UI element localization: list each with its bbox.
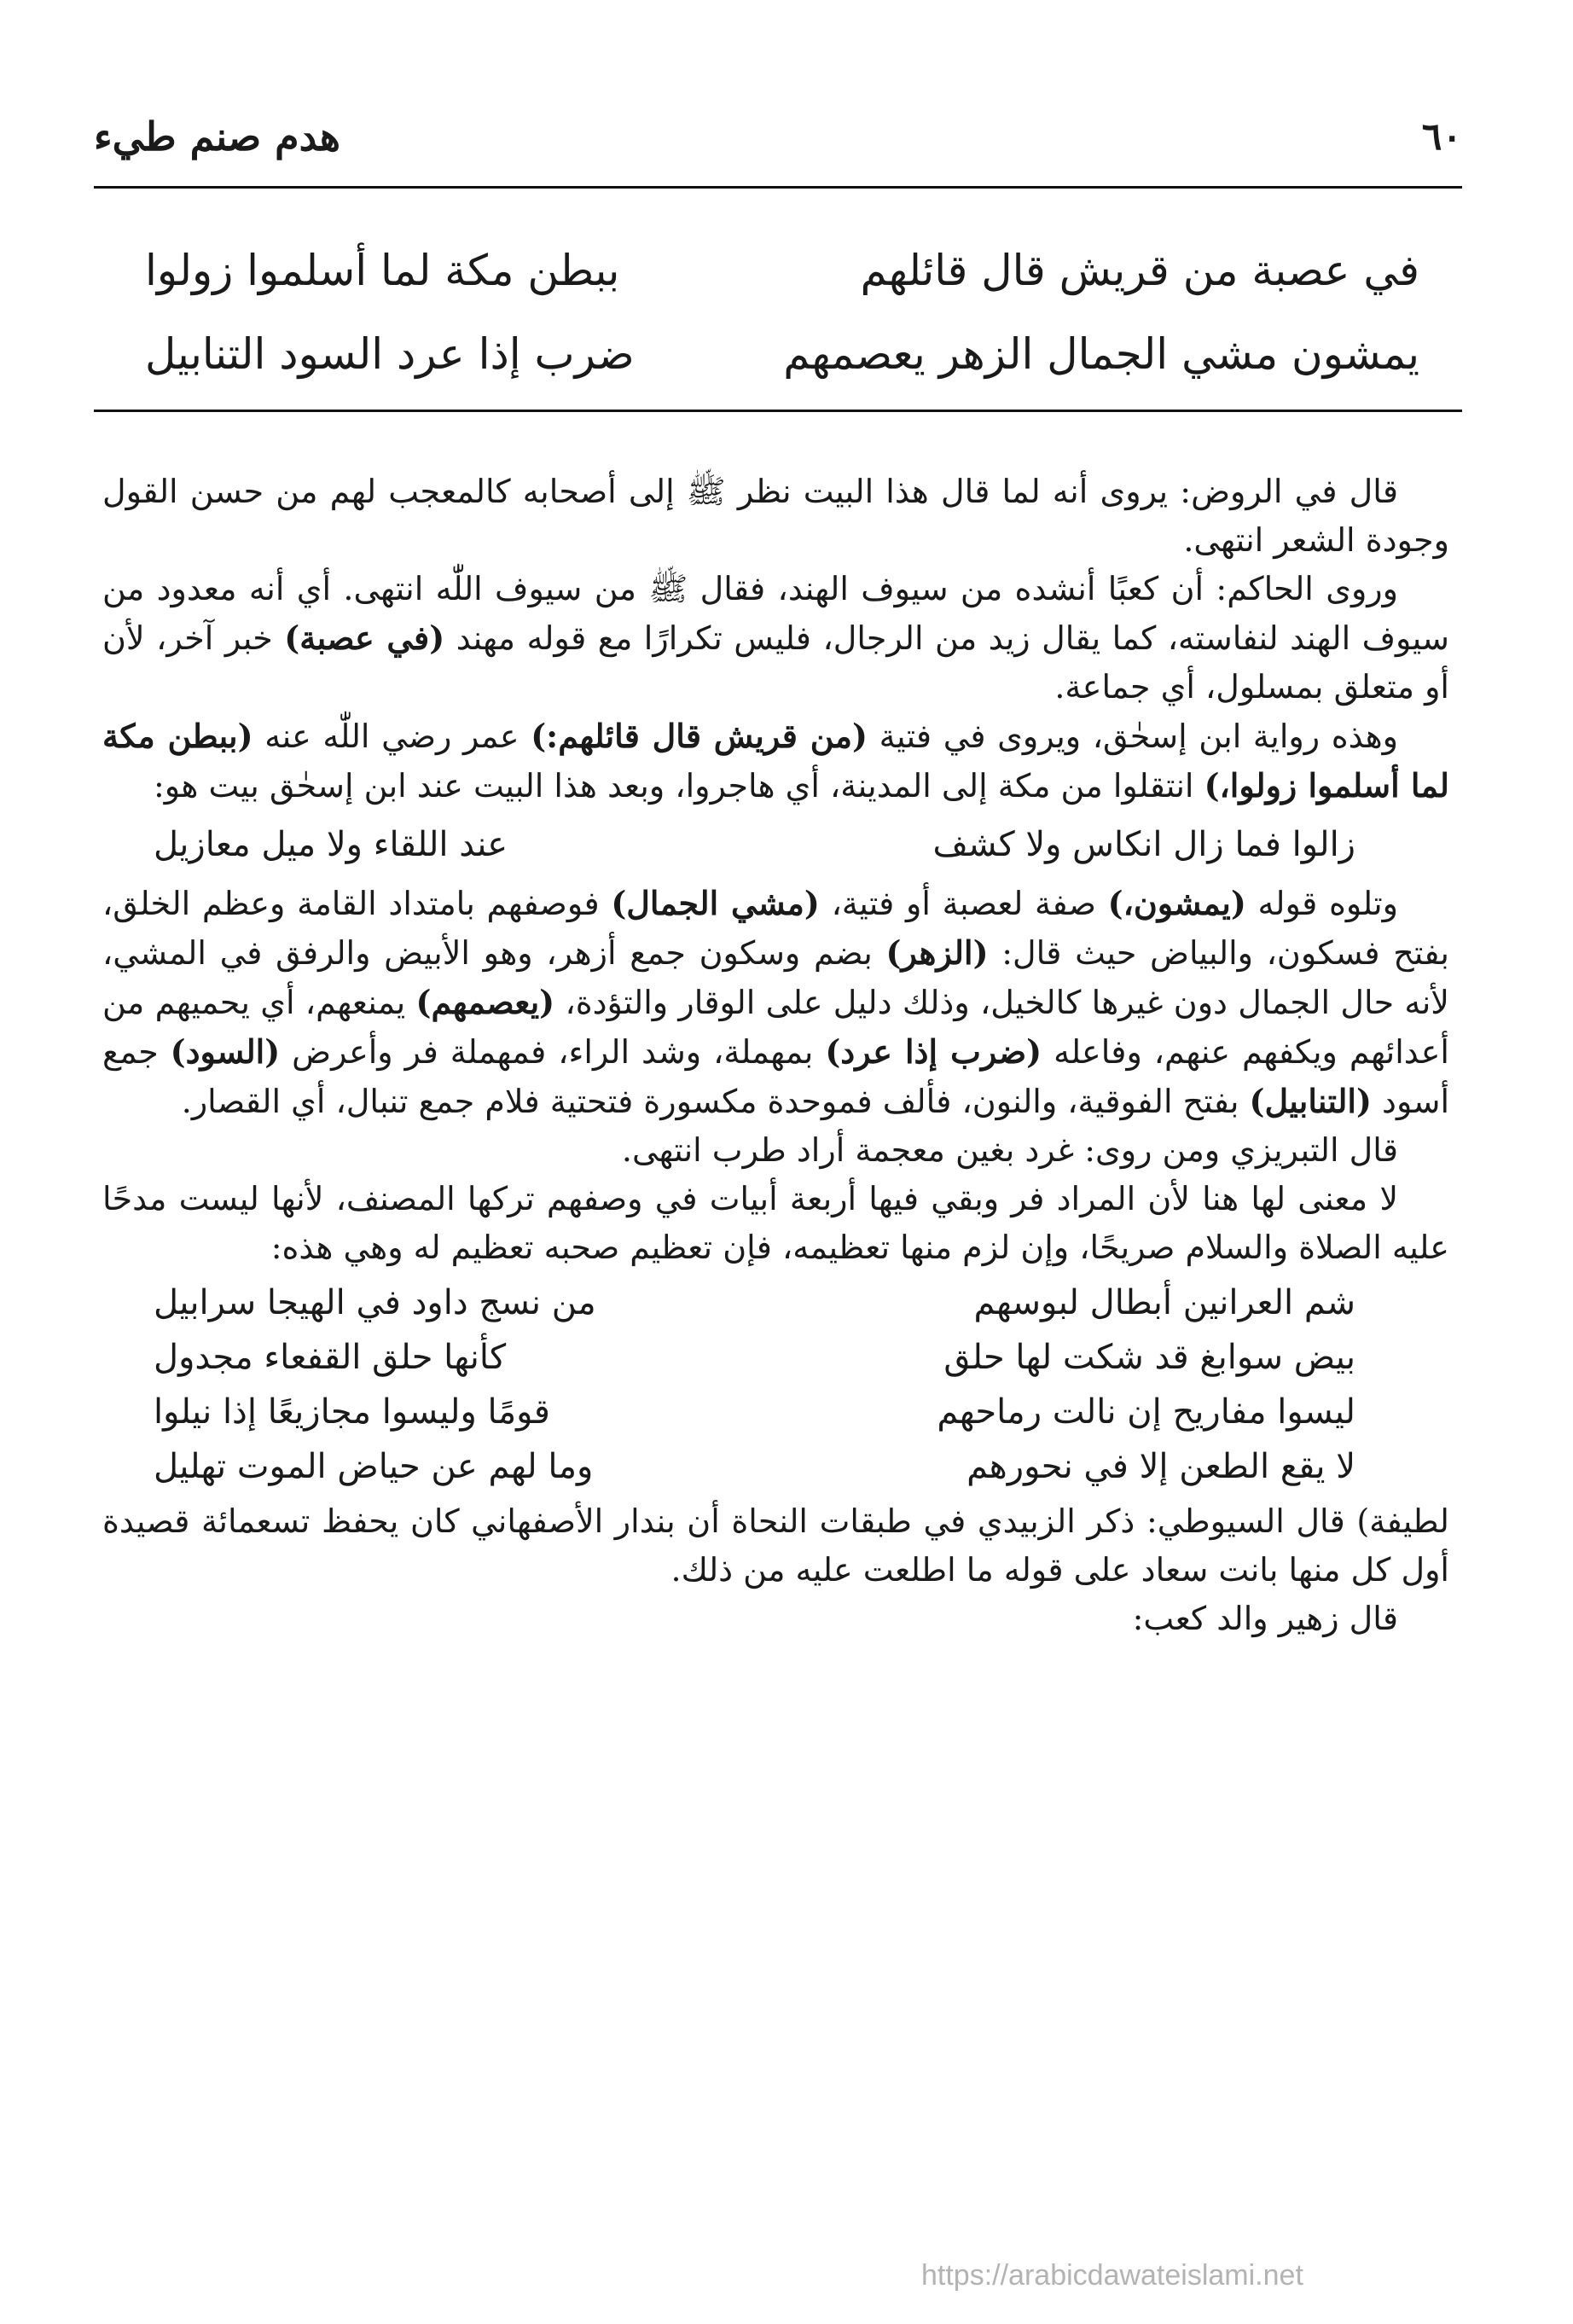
hemistich-right: يمشون مشي الجمال الزهر يعصمهم [783,329,1419,379]
bold-quote: (الزهر) [885,933,989,972]
paragraph-omitted-verses [102,1175,1449,1272]
bold-quote: (يعصمهم) [415,983,555,1021]
paragraph-text: وروى الحاكم: أن كعبًا أنشده من سيوف الهند، فقال ﷺ من سيوف اللّٰه انتهى. أي أنه معدود من سيوف الهند لنفاسته، كما يقال زيد من الرجال، فليس تكرارًا مع قوله مهند [102,570,1449,657]
paragraph-text: بضم وسكون جمع أزهر، وهو الأبيض والرفق في المشي، لأنه حال الجمال دون غيرها كالخيل، وذلك دليل على الوقار والتؤدة، [102,934,1449,1021]
paragraph-rawd [102,468,1449,565]
verse-line [154,1330,1355,1385]
paragraph-text: بمهملة، وشد الراء، فمهملة فر وأعرض [292,1033,814,1071]
verse-line [154,1385,1355,1439]
bold-quote: (ببطن مكة لما أسلموا زولوا،) [102,717,1449,805]
paragraph-text: يمنعهم، أي يحميهم من أعدائهم ويكفهم عنهم، وفاعله [102,984,1449,1071]
hemistich-left: ببطن مكة لما أسلموا زولوا [145,246,620,295]
bold-quote: (ضرب إذا عرد) [825,1032,1042,1071]
paragraph-text: وهذه رواية ابن إسحٰق، ويروى في فتية [879,718,1398,755]
hemistich-right: بيض سوابغ قد شكت لها حلق [943,1338,1355,1377]
hemistich-right: لا يقع الطعن إلا في نحورهم [966,1447,1355,1486]
hemistich-left: قومًا وليسوا مجازيعًا إذا نيلوا [154,1392,550,1432]
intro-verses [145,229,1419,396]
bold-quote: (التنابيل) [1249,1082,1372,1120]
page-number: ٦٠ [1421,114,1462,159]
verse-line [145,312,1419,396]
paragraph-commentary [102,879,1449,1126]
bold-quote: (من قريش قال قائلهم:) [531,717,868,755]
paragraph-text: صفة لعصبة أو فتية، [831,885,1096,922]
verse-line [154,1439,1355,1494]
paragraph-text: قال في الروض: يروى أنه لما قال هذا البيت نظر ﷺ إلى أصحابه كالمعجب لهم من حسن القول وجودة الشعر انتهى. [102,473,1449,559]
main-text [102,468,1449,1643]
paragraph-text: عمر رضي اللّٰه عنه [264,718,519,755]
paragraph-text: قال زهير والد كعب: [1132,1600,1398,1637]
paragraph-text: لا معنى لها هنا لأن المراد فر وبقي فيها أربعة أبيات في وصفهم تركها المصنف، لأنها ليست مدحًا عليه الصلاة والسلام صريحًا، وإن لزم منها تعظيمه، فإن تعظيم صحبه تعظيم له وهي هذه: [102,1180,1449,1266]
paragraph-text: انتقلوا من مكة إلى المدينة، أي هاجروا، وبعد هذا البيت عند ابن إسحٰق بيت هو: [153,767,1194,805]
bold-quote: (في عصبة) [284,619,445,657]
paragraph-text: قال التبريزي ومن روى: غرد بغين معجمة أراد طرب انتهى. [621,1131,1398,1169]
header-rule [94,186,1462,189]
paragraph-tabrizi [102,1126,1449,1175]
paragraph-text: لطيفة) قال السيوطي: ذكر الزبيدي في طبقات النحاة أن بندار الأصفهاني كان يحفظ تسعمائة قصيدة أول كل منها بانت سعاد على قوله ما اطلعت عليه من ذلك. [102,1502,1449,1589]
hemistich-left: كأنها حلق القفعاء مجدول [154,1338,507,1377]
bold-quote: (مشي الجمال) [611,884,820,922]
verse-line [154,817,1355,872]
page-header [94,94,1462,179]
hemistich-right: شم العرانين أبطال لبوسهم [973,1283,1355,1322]
paragraph-zuhayr [102,1595,1449,1643]
running-title: هدم صنم طيء [94,113,341,160]
watermark-url: https://arabicdawateislami.net [921,2259,1303,2292]
hemistich-left: عند اللقاء ولا ميل معازيل [154,825,508,864]
verses-rule [94,410,1462,412]
paragraph-ibn-ishaq [102,712,1449,810]
paragraph-text: خبر آخر، لأن أو متعلق بمسلول، أي جماعة. [102,619,1449,706]
hemistich-right: في عصبة من قريش قال قائلهم [860,246,1419,295]
hemistich-left: وما لهم عن حياض الموت تهليل [154,1447,594,1486]
hemistich-left: ضرب إذا عرد السود التنابيل [145,329,635,379]
verse-line [145,229,1419,312]
hemistich-right: زالوا فما زال انكاس ولا كشف [932,825,1355,864]
single-verse [154,817,1355,872]
poem-verses [154,1275,1355,1494]
bold-quote: (السود) [170,1032,281,1071]
paragraph-text: بفتح الفوقية، والنون، فألف فموحدة مكسورة فتحتية فلام جمع تنبال، أي القصار. [181,1083,1239,1120]
hemistich-right: ليسوا مفاريح إن نالت رماحهم [937,1392,1355,1432]
bold-quote: (يمشون،) [1107,884,1246,922]
verse-line [154,1275,1355,1330]
paragraph-text: جمع أسود [102,1033,1449,1120]
paragraph-suyuti [102,1497,1449,1595]
hemistich-left: من نسج داود في الهيجا سرابيل [154,1283,596,1322]
paragraph-hakim [102,565,1449,712]
paragraph-text: وتلوه قوله [1257,885,1399,922]
paragraph-text: فوصفهم بامتداد القامة وعظم الخلق، بفتح فسكون، والبياض حيث قال: [102,885,1449,972]
